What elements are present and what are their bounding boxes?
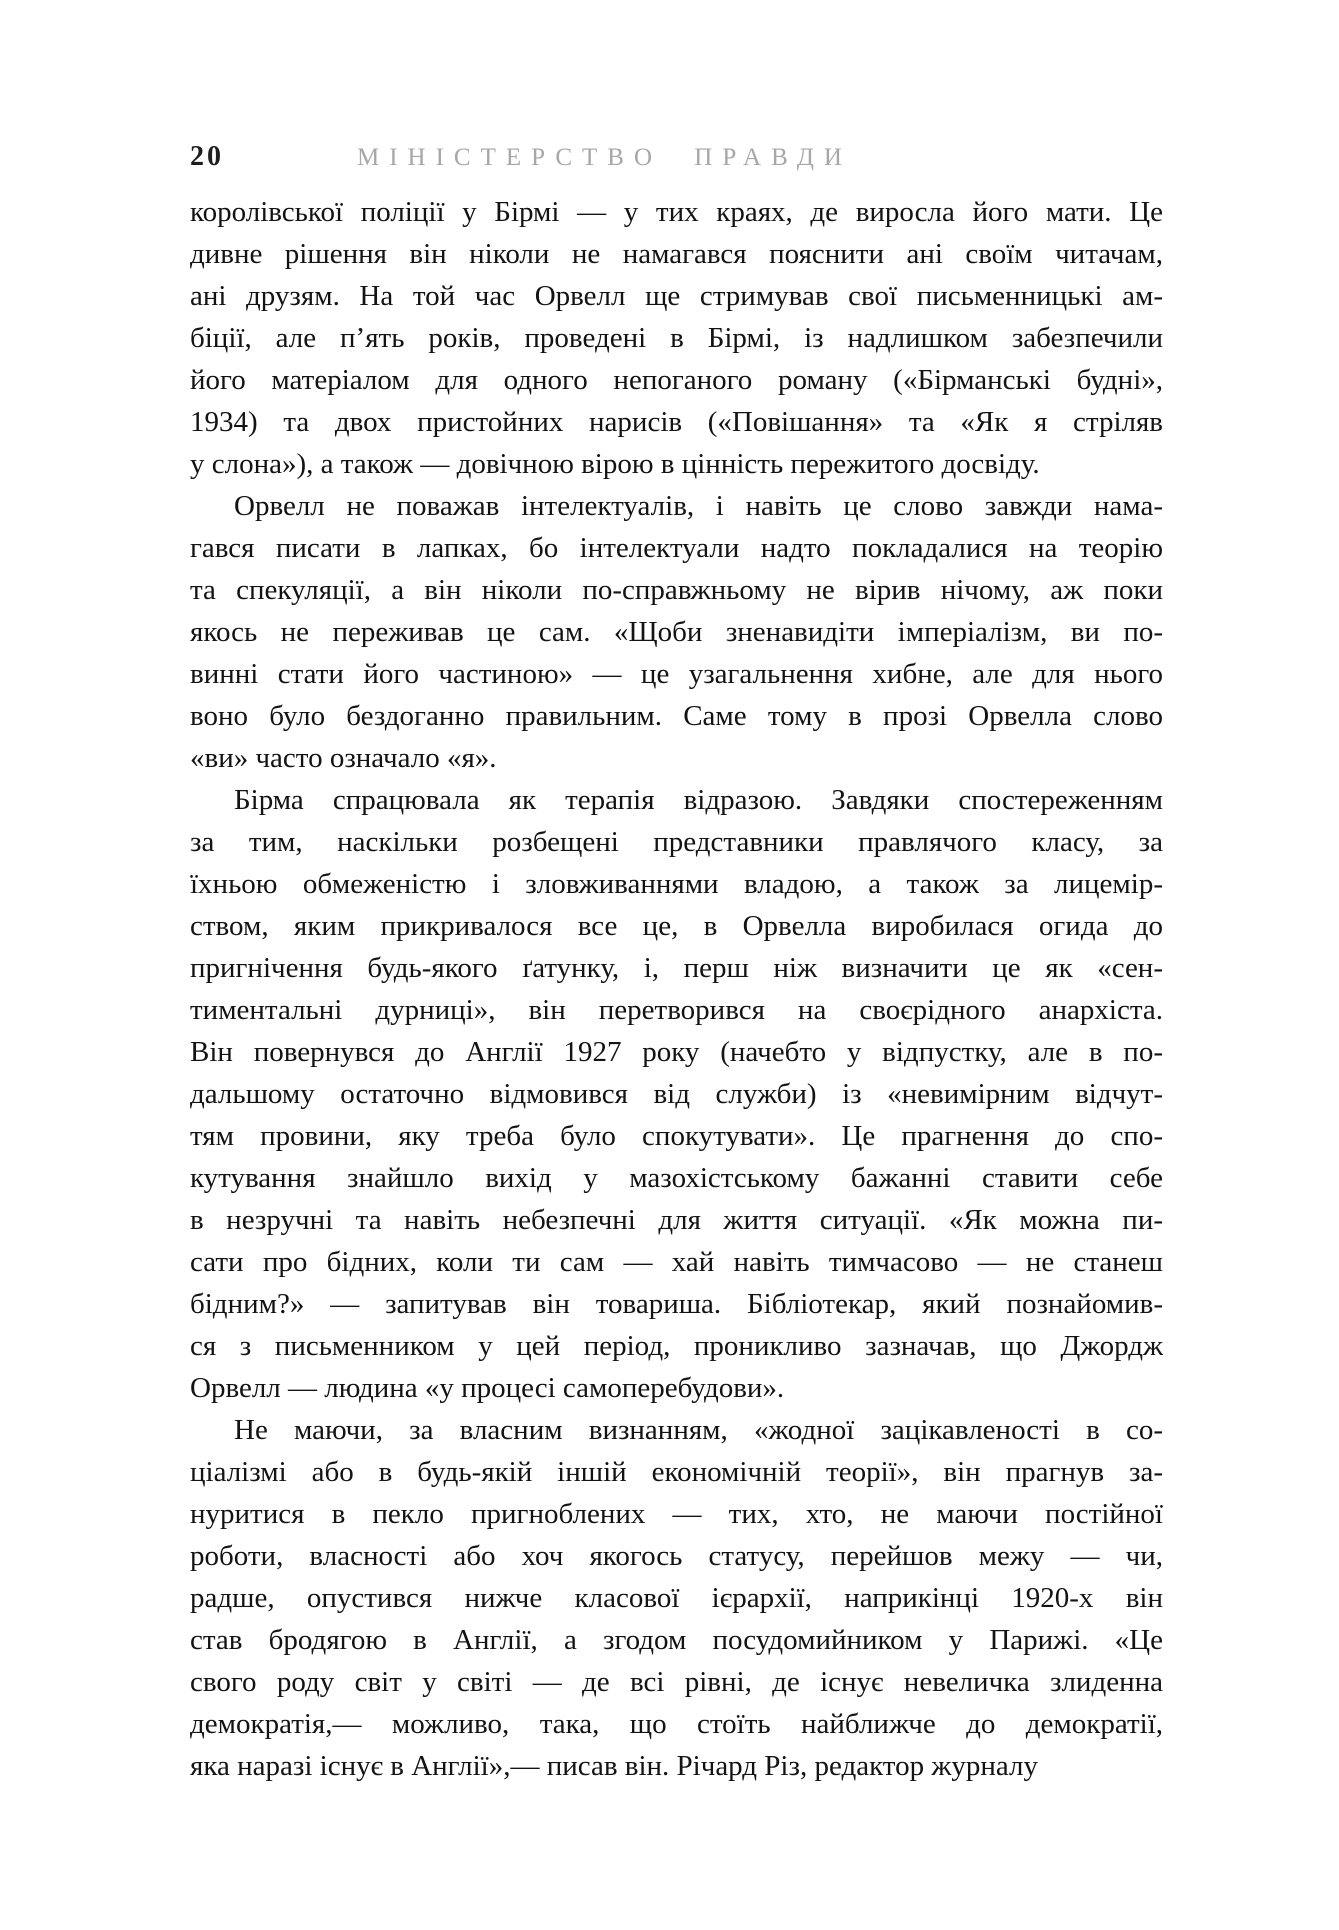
text-line: Орвелл не поважав інтелектуалів, і навіть це слово завжди нама- xyxy=(234,490,1163,522)
text-line: воно було бездоганно правильним. Саме тому в прозі Орвелла слово xyxy=(190,700,1163,732)
text-line: якось не переживав це сам. «Щоби зненавидіти імперіалізм, ви по- xyxy=(190,616,1163,648)
text-line: нуритися в пекло пригноблених — тих, хто, не маючи постійної xyxy=(190,1498,1163,1530)
paragraph xyxy=(190,779,1163,1409)
text-line: ся з письменником у цей період, проникливо зазначав, що Джордж xyxy=(190,1330,1163,1362)
text-line: дивне рішення він ніколи не намагався пояснити ані своїм читачам, xyxy=(190,238,1163,270)
text-line: 1934) та двох пристойних нарисів («Повішання» та «Як я стріляв xyxy=(190,406,1163,438)
text-line: його матеріалом для одного непоганого роману («Бірманські будні», xyxy=(190,364,1163,396)
paragraph xyxy=(190,485,1163,779)
text-line: ціалізмі або в будь-якій іншій економічній теорії», він прагнув за- xyxy=(190,1456,1163,1488)
text-line: яка наразі існує в Англії»,— писав він. Річард Різ, редактор журналу xyxy=(190,1750,1038,1782)
text-line: винні стати його частиною» — це узагальнення хибне, але для нього xyxy=(190,658,1163,690)
text-line: бідним?» — запитував він товариша. Бібліотекар, який познайомив- xyxy=(190,1288,1163,1320)
text-line: у слона»), а також — довічною вірою в цінність пережитого досвіду. xyxy=(190,448,1040,480)
page-number: 20 xyxy=(190,141,224,172)
text-line: став бродягою в Англії, а згодом посудомийником у Парижі. «Це xyxy=(190,1624,1163,1656)
text-line: Орвелл — людина «у процесі самоперебудови». xyxy=(190,1372,785,1404)
body-text xyxy=(190,191,1163,1787)
text-line: ані друзям. На той час Орвелл ще стримував свої письменницькі ам- xyxy=(190,280,1163,312)
text-line: в незручні та навіть небезпечні для життя ситуації. «Як можна пи- xyxy=(190,1204,1163,1236)
page-header xyxy=(190,141,1163,177)
paragraph xyxy=(190,191,1163,485)
text-line: біції, але п’ять років, проведені в Бірмі, із надлишком забезпечили xyxy=(190,322,1163,354)
text-line: пригнічення будь-якого ґатунку, і, перш ніж визначити це як «сен- xyxy=(190,952,1163,984)
text-line: «ви» часто означало «я». xyxy=(190,742,497,774)
text-line: демократія,— можливо, така, що стоїть найближче до демократії, xyxy=(190,1708,1163,1740)
text-line: тиментальні дурниці», він перетворився на своєрідного анархіста. xyxy=(190,994,1163,1026)
text-line: сати про бідних, коли ти сам — хай навіть тимчасово — не станеш xyxy=(190,1246,1163,1278)
text-line: Він повернувся до Англії 1927 року (начебто у відпустку, але в по- xyxy=(190,1036,1163,1068)
text-line: Не маючи, за власним визнанням, «жодної зацікавленості в со- xyxy=(234,1414,1163,1446)
paragraph xyxy=(190,1409,1163,1787)
text-line: Бірма спрацювала як терапія відразою. Завдяки спостереженням xyxy=(234,784,1163,816)
text-line: ством, яким прикривалося все це, в Орвелла виробилася огида до xyxy=(190,910,1163,942)
text-line: радше, опустився нижче класової ієрархії, наприкінці 1920-х він xyxy=(190,1582,1163,1614)
text-line: їхньою обмеженістю і зловживаннями владою, а також за лицемір- xyxy=(190,868,1163,900)
text-line: роботи, власності або хоч якогось статусу, перейшов межу — чи, xyxy=(190,1540,1163,1572)
text-line: за тим, наскільки розбещені представники правлячого класу, за xyxy=(190,826,1163,858)
text-line: королівської поліції у Бірмі — у тих краях, де виросла його мати. Це xyxy=(190,196,1163,228)
text-line: свого роду світ у світі — де всі рівні, де існує невеличка злиденна xyxy=(190,1666,1163,1698)
text-line: дальшому остаточно відмовився від служби) із «невимірним відчут- xyxy=(190,1078,1163,1110)
text-line: гався писати в лапках, бо інтелектуали надто покладалися на теорію xyxy=(190,532,1163,564)
text-line: кутування знайшло вихід у мазохістському бажанні ставити себе xyxy=(190,1162,1163,1194)
running-title: МІНІСТЕРСТВО ПРАВДИ xyxy=(357,144,852,171)
text-line: та спекуляції, а він ніколи по-справжньому не вірив нічому, аж поки xyxy=(190,574,1163,606)
text-line: тям провини, яку треба було спокутувати». Це прагнення до спо- xyxy=(190,1120,1163,1152)
